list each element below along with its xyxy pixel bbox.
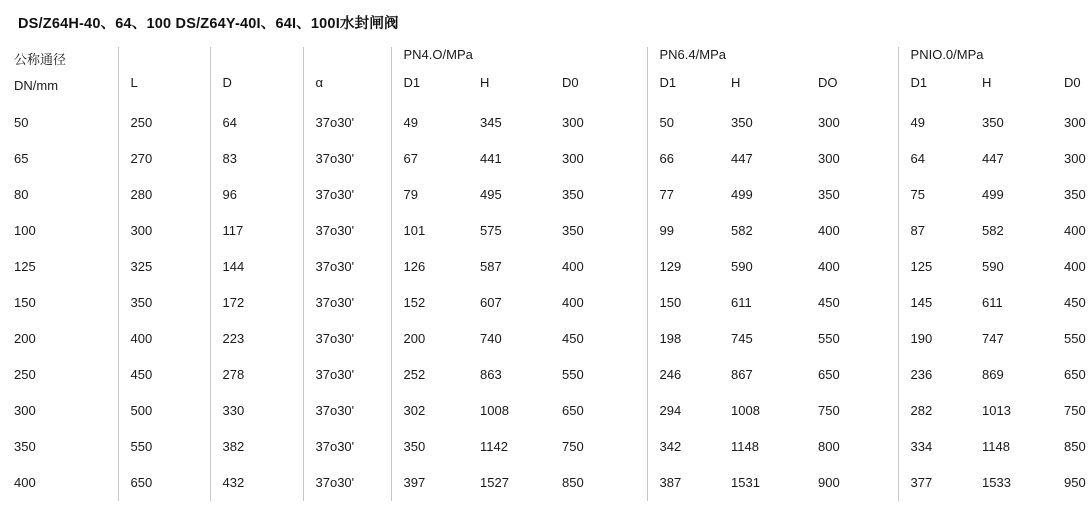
cell-pn100-h: 582 xyxy=(982,223,1004,238)
cell-d: 172 xyxy=(210,285,303,321)
cell-pn40-h: 345 xyxy=(480,115,502,130)
cell-dn: 400 xyxy=(14,475,36,490)
cell-pn40-d0: 300 xyxy=(562,151,584,166)
column-header-alpha: α xyxy=(303,75,391,105)
cell-pn40-h: 575 xyxy=(480,223,502,238)
cell-alpha: 37o30' xyxy=(303,213,391,249)
cell-pn64-h: 867 xyxy=(731,367,753,382)
cell-pn40-h: 441 xyxy=(480,151,502,166)
cell-pn100-d0: 350 xyxy=(1064,187,1086,202)
column-header-alpha-spacer xyxy=(303,47,391,75)
cell-pn40-h: 863 xyxy=(480,367,502,382)
cell-pn100-d1: 145 xyxy=(898,285,980,321)
cell-d: 83 xyxy=(210,141,303,177)
cell-pn64-d0: 400 xyxy=(818,223,840,238)
cell-alpha: 37o30' xyxy=(303,321,391,357)
cell-pn100-d0: 300 xyxy=(1064,151,1086,166)
column-header-d-spacer xyxy=(210,47,303,75)
cell-pn100-d1: 64 xyxy=(898,141,980,177)
table-row xyxy=(14,105,1088,141)
cell-pn40-h: 1008 xyxy=(480,403,509,418)
dn-header-cell xyxy=(14,47,118,105)
column-header-pn100-h: H xyxy=(982,75,992,90)
table-row xyxy=(14,213,1088,249)
cell-pn100-h: 747 xyxy=(982,331,1004,346)
cell-l: 350 xyxy=(118,285,210,321)
cell-pn40-d1: 49 xyxy=(391,105,478,141)
cell-pn64-d0: 300 xyxy=(818,115,840,130)
cell-pn40-d1: 302 xyxy=(391,393,478,429)
cell-d: 144 xyxy=(210,249,303,285)
specification-table xyxy=(14,47,1088,501)
cell-d: 382 xyxy=(210,429,303,465)
cell-l: 270 xyxy=(118,141,210,177)
table-row xyxy=(14,321,1088,357)
cell-dn: 300 xyxy=(14,403,36,418)
cell-l: 250 xyxy=(118,105,210,141)
column-header-pn64-h: H xyxy=(731,75,741,90)
cell-pn40-d0: 350 xyxy=(562,187,584,202)
cell-pn100-h: 499 xyxy=(982,187,1004,202)
cell-pn64-h: 1008 xyxy=(731,403,760,418)
cell-pn40-d1: 252 xyxy=(391,357,478,393)
column-header-row xyxy=(14,75,1088,105)
cell-dn: 200 xyxy=(14,331,36,346)
cell-pn40-d0: 400 xyxy=(562,295,584,310)
cell-pn100-d1: 125 xyxy=(898,249,980,285)
cell-pn40-d1: 350 xyxy=(391,429,478,465)
page-title: DS/Z64H-40、64、100 DS/Z64Y-40I、64I、100I水封闸阀 xyxy=(18,16,399,32)
cell-l: 280 xyxy=(118,177,210,213)
column-header-pn100-d0: D0 xyxy=(1064,75,1081,90)
cell-pn40-d0: 400 xyxy=(562,259,584,274)
dn-header-line2: DN/mm xyxy=(14,78,59,93)
cell-pn64-d0: 450 xyxy=(818,295,840,310)
cell-alpha: 37o30' xyxy=(303,429,391,465)
cell-pn40-d1: 67 xyxy=(391,141,478,177)
table-row xyxy=(14,465,1088,501)
cell-pn40-d1: 397 xyxy=(391,465,478,501)
cell-alpha: 37o30' xyxy=(303,249,391,285)
column-header-pn40-d0: D0 xyxy=(562,75,579,90)
cell-pn100-h: 1533 xyxy=(982,475,1011,490)
cell-pn40-d1: 79 xyxy=(391,177,478,213)
column-header-pn64-d1: D1 xyxy=(647,75,729,105)
cell-pn64-d0: 550 xyxy=(818,331,840,346)
column-header-l-spacer xyxy=(118,47,210,75)
cell-alpha: 37o30' xyxy=(303,141,391,177)
cell-pn64-d1: 150 xyxy=(647,285,729,321)
group-header-row xyxy=(14,47,1088,75)
cell-dn: 350 xyxy=(14,439,36,454)
cell-pn64-d1: 77 xyxy=(647,177,729,213)
cell-pn64-h: 1531 xyxy=(731,475,760,490)
cell-pn40-d0: 450 xyxy=(562,331,584,346)
group-label-pn40: PN4.O/MPa xyxy=(391,47,647,75)
cell-pn40-d0: 350 xyxy=(562,223,584,238)
table-row xyxy=(14,429,1088,465)
cell-pn100-d1: 190 xyxy=(898,321,980,357)
cell-alpha: 37o30' xyxy=(303,177,391,213)
cell-pn100-d1: 282 xyxy=(898,393,980,429)
cell-alpha: 37o30' xyxy=(303,285,391,321)
cell-pn64-h: 582 xyxy=(731,223,753,238)
cell-l: 650 xyxy=(118,465,210,501)
cell-pn100-d0: 750 xyxy=(1064,403,1086,418)
cell-d: 96 xyxy=(210,177,303,213)
cell-pn40-d0: 850 xyxy=(562,475,584,490)
cell-pn64-d1: 99 xyxy=(647,213,729,249)
cell-pn100-d0: 550 xyxy=(1064,331,1086,346)
cell-pn40-d1: 126 xyxy=(391,249,478,285)
cell-pn64-d0: 750 xyxy=(818,403,840,418)
cell-pn100-d1: 49 xyxy=(898,105,980,141)
cell-dn: 250 xyxy=(14,367,36,382)
cell-pn100-d1: 75 xyxy=(898,177,980,213)
cell-pn64-d1: 246 xyxy=(647,357,729,393)
cell-pn100-d0: 850 xyxy=(1064,439,1086,454)
cell-pn64-h: 611 xyxy=(731,295,752,310)
cell-pn64-d0: 900 xyxy=(818,475,840,490)
table-row xyxy=(14,177,1088,213)
table-row xyxy=(14,285,1088,321)
cell-pn40-d1: 101 xyxy=(391,213,478,249)
cell-pn40-h: 587 xyxy=(480,259,502,274)
cell-pn40-h: 607 xyxy=(480,295,502,310)
column-header-pn100-d1: D1 xyxy=(898,75,980,105)
cell-d: 330 xyxy=(210,393,303,429)
column-header-pn40-h: H xyxy=(480,75,490,90)
cell-l: 325 xyxy=(118,249,210,285)
table-row xyxy=(14,141,1088,177)
cell-pn64-d1: 129 xyxy=(647,249,729,285)
cell-pn100-d1: 87 xyxy=(898,213,980,249)
cell-alpha: 37o30' xyxy=(303,393,391,429)
cell-l: 400 xyxy=(118,321,210,357)
cell-pn40-h: 495 xyxy=(480,187,502,202)
cell-pn64-h: 350 xyxy=(731,115,753,130)
cell-pn40-d1: 200 xyxy=(391,321,478,357)
cell-pn40-d0: 650 xyxy=(562,403,584,418)
cell-pn64-d0: 800 xyxy=(818,439,840,454)
cell-l: 500 xyxy=(118,393,210,429)
cell-alpha: 37o30' xyxy=(303,105,391,141)
cell-alpha: 37o30' xyxy=(303,465,391,501)
cell-l: 300 xyxy=(118,213,210,249)
column-header-d: D xyxy=(210,75,303,105)
cell-pn100-h: 869 xyxy=(982,367,1004,382)
table-row xyxy=(14,249,1088,285)
cell-pn64-d0: 300 xyxy=(818,151,840,166)
cell-pn64-d1: 294 xyxy=(647,393,729,429)
cell-dn: 125 xyxy=(14,259,36,274)
cell-l: 450 xyxy=(118,357,210,393)
column-header-pn40-d1: D1 xyxy=(391,75,478,105)
cell-dn: 80 xyxy=(14,187,29,202)
group-label-pn100: PNIO.0/MPa xyxy=(898,47,1088,75)
cell-pn100-h: 611 xyxy=(982,295,1003,310)
cell-d: 223 xyxy=(210,321,303,357)
cell-pn100-h: 447 xyxy=(982,151,1004,166)
cell-pn40-d0: 550 xyxy=(562,367,584,382)
dn-header-line1: 公称通径 xyxy=(14,52,67,67)
table-row xyxy=(14,357,1088,393)
cell-pn64-d1: 50 xyxy=(647,105,729,141)
group-label-pn64: PN6.4/MPa xyxy=(647,47,898,75)
cell-pn64-d1: 198 xyxy=(647,321,729,357)
cell-pn64-d0: 650 xyxy=(818,367,840,382)
cell-dn: 150 xyxy=(14,295,36,310)
cell-pn100-h: 1148 xyxy=(982,439,1010,454)
cell-pn100-d0: 650 xyxy=(1064,367,1086,382)
column-header-pn64-d0: DO xyxy=(818,75,838,90)
cell-pn100-d0: 400 xyxy=(1064,259,1086,274)
cell-pn100-h: 1013 xyxy=(982,403,1011,418)
cell-pn64-h: 499 xyxy=(731,187,753,202)
cell-pn100-d1: 334 xyxy=(898,429,980,465)
cell-pn40-h: 1527 xyxy=(480,475,509,490)
cell-pn100-d0: 450 xyxy=(1064,295,1086,310)
cell-pn64-h: 1148 xyxy=(731,439,759,454)
cell-pn64-d0: 400 xyxy=(818,259,840,274)
cell-pn100-h: 350 xyxy=(982,115,1004,130)
cell-pn64-h: 447 xyxy=(731,151,753,166)
cell-alpha: 37o30' xyxy=(303,357,391,393)
cell-pn100-d0: 300 xyxy=(1064,115,1086,130)
cell-d: 278 xyxy=(210,357,303,393)
cell-pn100-h: 590 xyxy=(982,259,1004,274)
cell-pn40-h: 740 xyxy=(480,331,502,346)
cell-d: 432 xyxy=(210,465,303,501)
cell-pn64-d1: 66 xyxy=(647,141,729,177)
cell-pn64-d1: 387 xyxy=(647,465,729,501)
cell-pn40-d0: 300 xyxy=(562,115,584,130)
cell-pn64-h: 590 xyxy=(731,259,753,274)
cell-pn64-d1: 342 xyxy=(647,429,729,465)
cell-d: 117 xyxy=(210,213,303,249)
cell-pn100-d1: 377 xyxy=(898,465,980,501)
cell-pn100-d0: 950 xyxy=(1064,475,1086,490)
cell-dn: 50 xyxy=(14,115,29,130)
cell-pn40-h: 1142 xyxy=(480,439,508,454)
cell-dn: 65 xyxy=(14,151,29,166)
table-row xyxy=(14,393,1088,429)
cell-pn64-h: 745 xyxy=(731,331,753,346)
cell-d: 64 xyxy=(210,105,303,141)
cell-l: 550 xyxy=(118,429,210,465)
cell-pn64-d0: 350 xyxy=(818,187,840,202)
cell-pn40-d0: 750 xyxy=(562,439,584,454)
cell-pn40-d1: 152 xyxy=(391,285,478,321)
cell-pn100-d1: 236 xyxy=(898,357,980,393)
column-header-l: L xyxy=(118,75,210,105)
cell-dn: 100 xyxy=(14,223,36,238)
cell-pn100-d0: 400 xyxy=(1064,223,1086,238)
